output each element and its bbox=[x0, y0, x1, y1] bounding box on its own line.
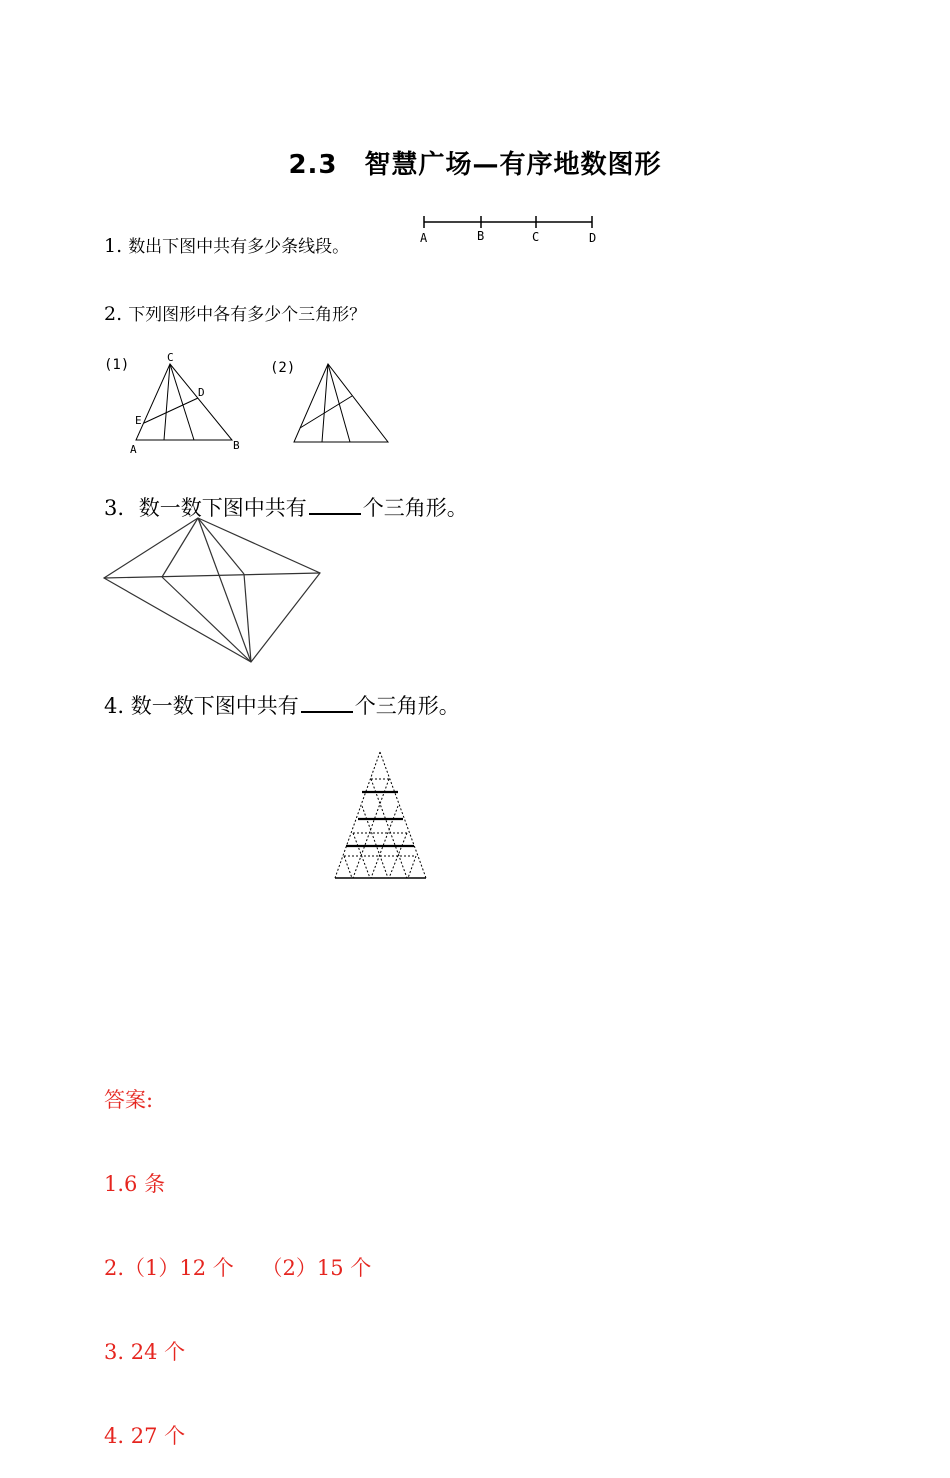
answer-line-4: 4. 27 个 bbox=[104, 1424, 186, 1448]
grid-diagonal-l1 bbox=[353, 779, 389, 878]
figure-2-label: (2) bbox=[270, 360, 296, 376]
grid-left-edge bbox=[335, 752, 380, 878]
question-3-text-after: 个三角形。 bbox=[362, 496, 468, 520]
answers-heading: 答案: bbox=[104, 1088, 154, 1112]
point-label-c: C bbox=[167, 351, 174, 364]
point-label-d: D bbox=[589, 231, 597, 245]
inner-left-bottom bbox=[162, 577, 251, 662]
question-1-number: 1. bbox=[104, 235, 123, 257]
point-label-c: C bbox=[532, 230, 540, 244]
point-label-b: B bbox=[233, 439, 240, 452]
inner-right-bottom bbox=[244, 574, 251, 662]
segment-ed bbox=[144, 398, 198, 423]
cevian-2 bbox=[328, 364, 350, 442]
grid-diagonal-r4 bbox=[344, 856, 352, 878]
question-1 bbox=[104, 232, 349, 257]
grid-right-edge bbox=[380, 752, 426, 878]
question-2-text: 下列图形中各有多少个三角形？ bbox=[128, 305, 367, 325]
outer-triangle bbox=[136, 364, 232, 440]
question-4-text-after: 个三角形。 bbox=[354, 694, 460, 718]
dashed-grid bbox=[335, 752, 426, 878]
question-4-text-before: 数一数下图中共有 bbox=[130, 694, 299, 718]
inner-right-top bbox=[198, 518, 244, 574]
question-4-number: 4. bbox=[104, 694, 125, 718]
question-4-blank[interactable] bbox=[301, 693, 353, 713]
answers-section bbox=[104, 1030, 371, 1478]
triangle-figure-1 bbox=[100, 348, 260, 458]
triangle-figure-2 bbox=[266, 350, 396, 450]
figure-1-label: (1) bbox=[104, 357, 130, 373]
kite-figure bbox=[100, 510, 330, 670]
horizontal-diagonal bbox=[104, 573, 320, 578]
inner-left-top bbox=[162, 518, 198, 577]
vertical-diagonal bbox=[198, 518, 251, 662]
point-label-d: D bbox=[198, 386, 205, 399]
question-3-text-before: 数一数下图中共有 bbox=[138, 496, 307, 520]
triangle-grid-figure bbox=[330, 748, 432, 882]
question-3-number: 3. bbox=[104, 496, 125, 520]
point-label-e: E bbox=[135, 414, 142, 427]
outer-quadrilateral bbox=[104, 518, 320, 662]
question-1-text: 数出下图中共有多少条线段。 bbox=[128, 237, 350, 257]
question-2-number: 2. bbox=[104, 303, 123, 325]
segment-figure bbox=[420, 212, 610, 252]
point-label-b: B bbox=[477, 229, 485, 243]
point-label-a: A bbox=[130, 443, 137, 456]
answer-line-3: 3. 24 个 bbox=[104, 1340, 186, 1364]
page-title: 2.3 智慧广场—有序地数图形 bbox=[288, 150, 662, 180]
question-2 bbox=[104, 300, 366, 325]
point-label-a: A bbox=[420, 231, 428, 245]
answer-line-1: 1.6 条 bbox=[104, 1172, 166, 1196]
grid-diagonal-l4 bbox=[408, 856, 416, 878]
question-4 bbox=[104, 690, 460, 720]
answer-line-2: 2.（1）12 个 （2）15 个 bbox=[104, 1256, 372, 1280]
